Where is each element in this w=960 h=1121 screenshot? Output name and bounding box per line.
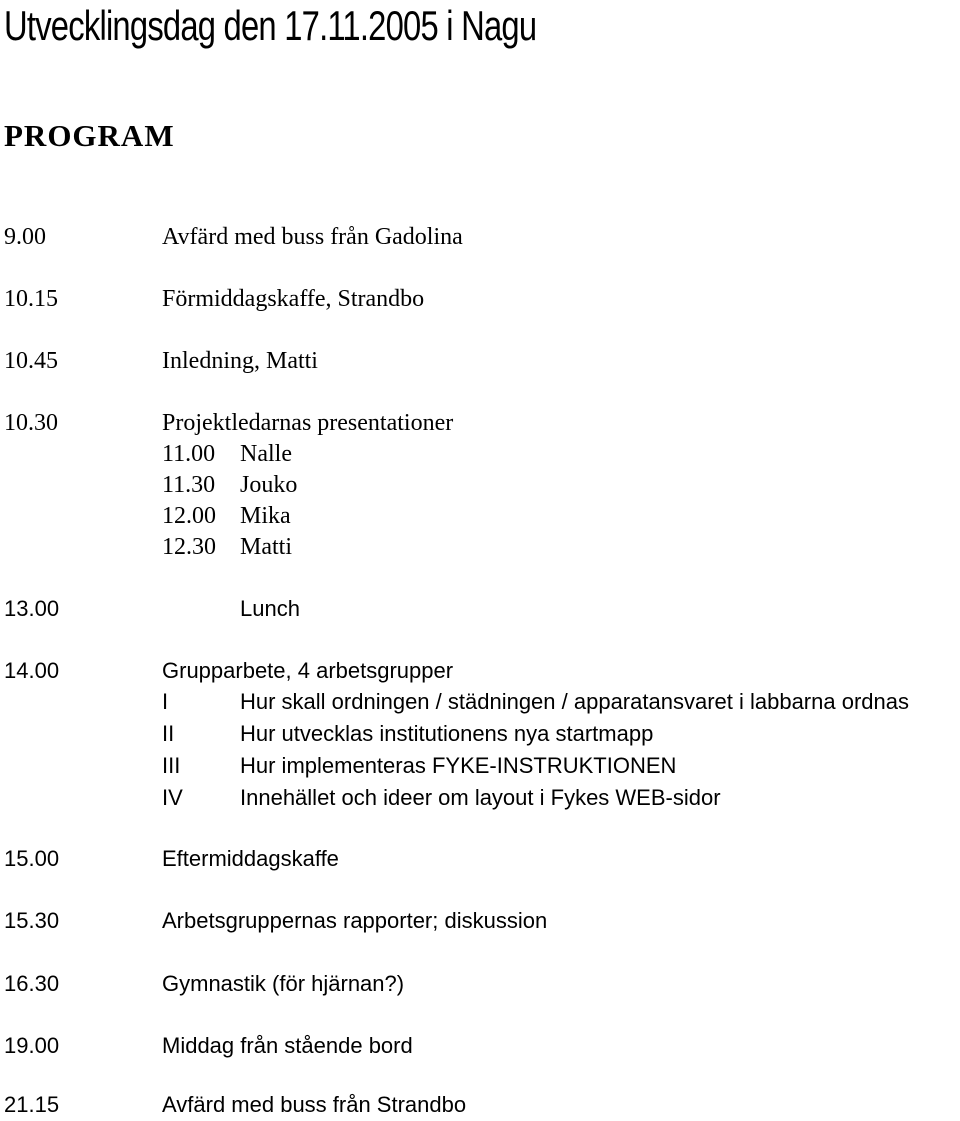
schedule-time: 10.30 [4, 410, 58, 436]
schedule-text: Avfärd med buss från Gadolina [162, 224, 463, 250]
presenter-name: Jouko [240, 472, 298, 498]
group-numeral: I [162, 689, 169, 714]
schedule-text: Grupparbete, 4 arbetsgrupper [162, 658, 454, 683]
schedule-text: Arbetsgruppernas rapporter; diskussion [162, 908, 548, 933]
presentation-time: 11.00 [162, 441, 216, 467]
schedule-text: Förmiddagskaffe, Strandbo [162, 286, 425, 312]
group-topic: Hur utvecklas institutionens nya startmapp [240, 721, 654, 746]
schedule-text: Middag från stående bord [162, 1033, 413, 1058]
group-topic: Hur skall ordningen / städningen / apparatansvaret i labbarna ordnas [240, 689, 909, 714]
presentation-time: 11.30 [162, 472, 216, 498]
group-numeral: III [162, 753, 181, 778]
schedule-time: 10.45 [4, 348, 58, 374]
document-title: Utvecklingsdag den 17.11.2005 i Nagu [4, 2, 537, 49]
program-heading: PROGRAM [4, 118, 175, 153]
presenter-name: Matti [240, 534, 292, 560]
presenter-name: Mika [240, 503, 291, 529]
schedule-time: 15.00 [4, 846, 60, 871]
schedule-time: 15.30 [4, 908, 60, 933]
group-numeral: IV [162, 785, 183, 810]
schedule-text: Eftermiddagskaffe [162, 846, 339, 871]
schedule-time: 16.30 [4, 971, 60, 996]
schedule-time: 21.15 [4, 1092, 60, 1117]
schedule-time: 9.00 [4, 224, 46, 250]
schedule-text: Inledning, Matti [162, 348, 318, 374]
group-numeral: II [162, 721, 175, 746]
schedule-time: 13.00 [4, 596, 60, 621]
schedule-time: 14.00 [4, 658, 60, 683]
schedule-time: 19.00 [4, 1033, 60, 1058]
schedule-text: Avfärd med buss från Strandbo [162, 1092, 467, 1117]
group-topic: Innehället och ideer om layout i Fykes WEB-sidor [240, 785, 721, 810]
schedule-text: Lunch [240, 596, 300, 621]
group-topic: Hur implementeras FYKE-INSTRUKTIONEN [240, 753, 677, 778]
schedule-text: Projektledarnas presentationer [162, 410, 454, 436]
schedule-text: Gymnastik (för hjärnan?) [162, 971, 405, 996]
presenter-name: Nalle [240, 441, 292, 467]
schedule-time: 10.15 [4, 286, 58, 312]
presentation-time: 12.30 [162, 534, 216, 560]
presentation-time: 12.00 [162, 503, 216, 529]
